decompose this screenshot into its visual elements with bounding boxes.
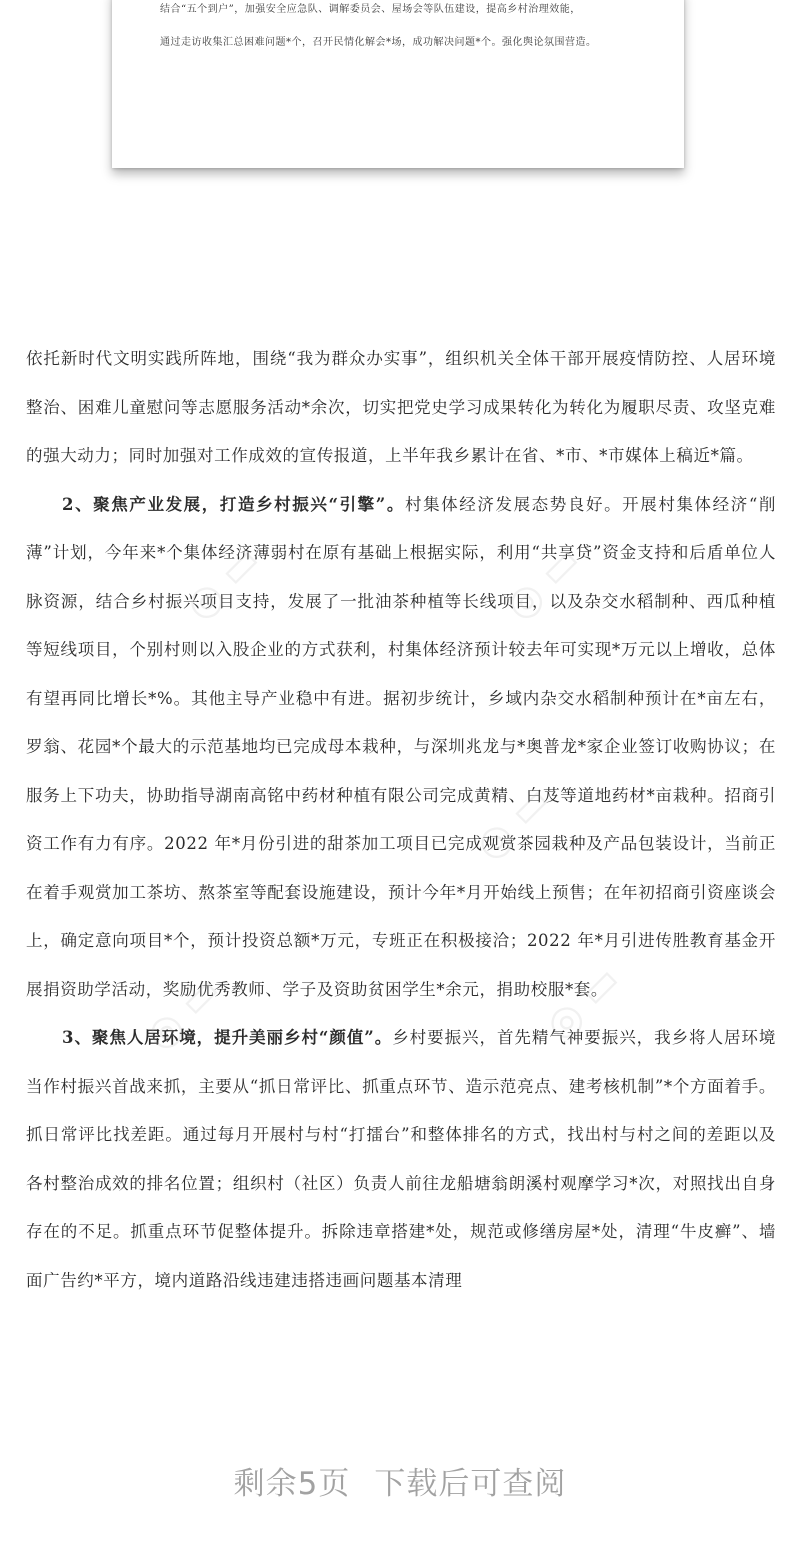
download-to-view-text: 下载后可查阅 (374, 1466, 567, 1502)
document-body (26, 335, 776, 1305)
watermark-mark: ◎ ▭ (496, 536, 590, 630)
paragraph (26, 481, 776, 1015)
paragraph-text: 乡村要振兴，首先精气神要振兴，我乡将人居环境当作村振兴首战来抓，主要从“抓日常评比、抓重点环节、造示范亮点、建考核机制”*个方面着手。抓日常评比找差距。通过每月开展村与村“打擂台”和整体排名的方式，找出村与村之间的差距以及各村整治成效的排名位置；组织村（社区）负责人前往龙船塘翁朗溪村观摩学习*次，对照找出自身存在的不足。抓重点环节促整体提升。拆除违章搭建*处，规范或修缮房屋*处，清理“牛皮癣”、墙面广告约*平方，境内道路沿线违建违搭违画问题基本清理 (26, 1028, 776, 1290)
watermark-mark: ◎ ▭ (136, 966, 230, 1060)
preview-text-line: 通过走访收集汇总困难问题*个，召开民情化解会*场，成功解决问题*个。强化舆论氛围营造。 (160, 37, 597, 48)
section-heading: 2、聚焦产业发展，打造乡村振兴“引擎”。 (62, 494, 405, 514)
paragraph-text: 村集体经济发展态势良好。开展村集体经济“削薄”计划，今年来*个集体经济薄弱村在原有基础上根据实际，利用“共享贷”资金支持和后盾单位人脉资源，结合乡村振兴项目支持，发展了一批油茶种植等长线项目，以及杂交水稻制种、西瓜种植等短线项目，个别村则以入股企业的方式获利，村集体经济预计较去年可实现*万元以上增收，总体有望再同比增长*%。其他主导产业稳中有进。据初步统计，乡域内杂交水稻制种预计在*亩左右，罗翁、花园*个最大的示范基地均已完成母本栽种，与深圳兆龙与*奥普龙*家企业签订收购协议；在服务上下功夫，协助指导湖南高铭中药材种植有限公司完成黄精、白芨等道地药材*亩栽种。招商引资工作有力有序。2022 年*月份引进的甜茶加工项目已完成观赏茶园栽种及产品包装设计，当前正在着手观赏加工茶坊、熬茶室等配套设施建设，预计今年*月开始线上预售；在年初招商引资座谈会上，确定意向项目*个，预计投资总额*万元，专班正在积极接洽；2022 年*月引进传胜教育基金开展捐资助学活动，奖励优秀教师、学子及资助贫困学生*余元，捐助校服*套。 (26, 494, 776, 999)
remaining-pages-text: 剩余5页 (233, 1466, 351, 1502)
download-notice[interactable] (0, 1458, 800, 1503)
preview-text-line: 结合“五个到户”，加强安全应急队、调解委员会、屋场会等队伍建设，提高乡村治理效能， (160, 4, 581, 15)
paragraph: 依托新时代文明实践所阵地，围绕“我为群众办实事”，组织机关全体干部开展疫情防控、人居环境整治、困难儿童慰问等志愿服务活动*余次，切实把党史学习成果转化为转化为履职尽责、攻坚克难的强大动力；同时加强对工作成效的宣传报道，上半年我乡累计在省、*市、*市媒体上稿近*篇。 (26, 349, 776, 465)
watermark-mark: ◎ ▭ (176, 536, 270, 630)
watermark-mark: ◎ ▭ (466, 776, 560, 870)
document-preview-card (112, 0, 684, 168)
paragraph (26, 1014, 776, 1305)
section-heading: 3、聚焦人居环境，提升美丽乡村“颜值”。 (62, 1028, 393, 1047)
watermark-mark: ◎ ▭ (536, 956, 630, 1050)
